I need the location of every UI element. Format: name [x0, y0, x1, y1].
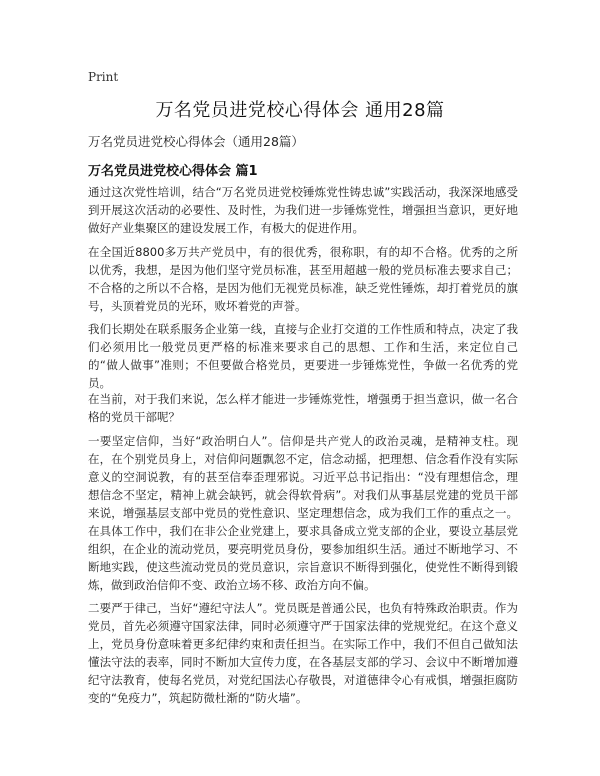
paragraph-6: 二要严于律己，当好“遵纪守法人”。党员既是普通公民，也负有特殊政治职责。作为党员，首先必须遵守国家法律，同时必须遵守严于国家法律的党规党纪。在这个意义上，党员身份意味着更多纪律约束和责任担当。在实际工作中，我们不但自己做知法懂法守法的表率，同时不断加大宣传力度，在各基层支部的学习、会议中不断增加遵纪守法教育，使每名党员，对党纪国法心存敬畏，对道德律令心有戒惧，增强拒腐防变的“免疫力”，筑起防微杜渐的“防火墙”。 [88, 601, 518, 705]
paragraph-4: 在当前，对于我们来说，怎么样才能进一步锤炼党性，增强勇于担当意识，做一名合格的党员干部呢？ [88, 392, 518, 424]
section-title: 万名党员进党校心得体会 篇1 [88, 164, 258, 179]
page-title: 万名党员进党校心得体会 通用28篇 [155, 100, 445, 121]
print-label[interactable]: Print [88, 70, 119, 84]
paragraph-5: 一要坚定信仰，当好“政治明白人”。信仰是共产党人的政治灵魂，是精神支柱。现在，在个别党员身上，对信仰问题飘忽不定，信念动摇，把理想、信念看作没有实际意义的空洞说教，有的甚至信奉歪理邪说。习近平总书记指出：“没有理想信念，理想信念不坚定，精神上就会缺钙，就会得软骨病”。对我们从事基层党建的党员干部来说，增强基层支部中党员的党性意识、坚定理想信念，成为我们工作的重点之一。在具体工作中，我们在非公企业党建上，要求具备成立党支部的企业，要设立基层党组织，在企业的流动党员，要亮明党员身份，要参加组织生活。通过不断地学习、不断地实践，使这些流动党员的党员意识，宗旨意识不断得到强化，使党性不断得到锻炼，做到政治信仰不变、政治立场不移、政治方向不偏。 [88, 434, 518, 592]
paragraph-1: 通过这次党性培训，结合“万名党员进党校锤炼党性铸忠诚”实践活动，我深深地感受到开展这次活动的必要性、及时性，为我们进一步锤炼党性，增强担当意识，更好地做好产业集聚区的建设发展工作，有极大的促进作用。 [88, 185, 518, 235]
paragraph-3: 我们长期处在联系服务企业第一线，直接与企业打交道的工作性质和特点，决定了我们必须用比一般党员更严格的标准来要求自己的思想、工作和生活，来定位自己的“做人做事”准则；不但要做合格党员，更要进一步锤炼党性，争做一名优秀的党员。 [88, 322, 518, 390]
document-subtitle: 万名党员进党校心得体会（通用28篇） [88, 134, 304, 149]
paragraph-2: 在全国近8800多万共产党员中，有的很优秀，很称职，有的却不合格。优秀的之所以优秀，我想，是因为他们坚守党员标准，甚至用超越一般的党员标准去要求自己；不合格的之所以不合格，是因为他们无视党员标准，缺乏党性锤炼，却打着党员的旗号，头顶着党员的光环，败坏着党的声誉。 [88, 245, 518, 313]
